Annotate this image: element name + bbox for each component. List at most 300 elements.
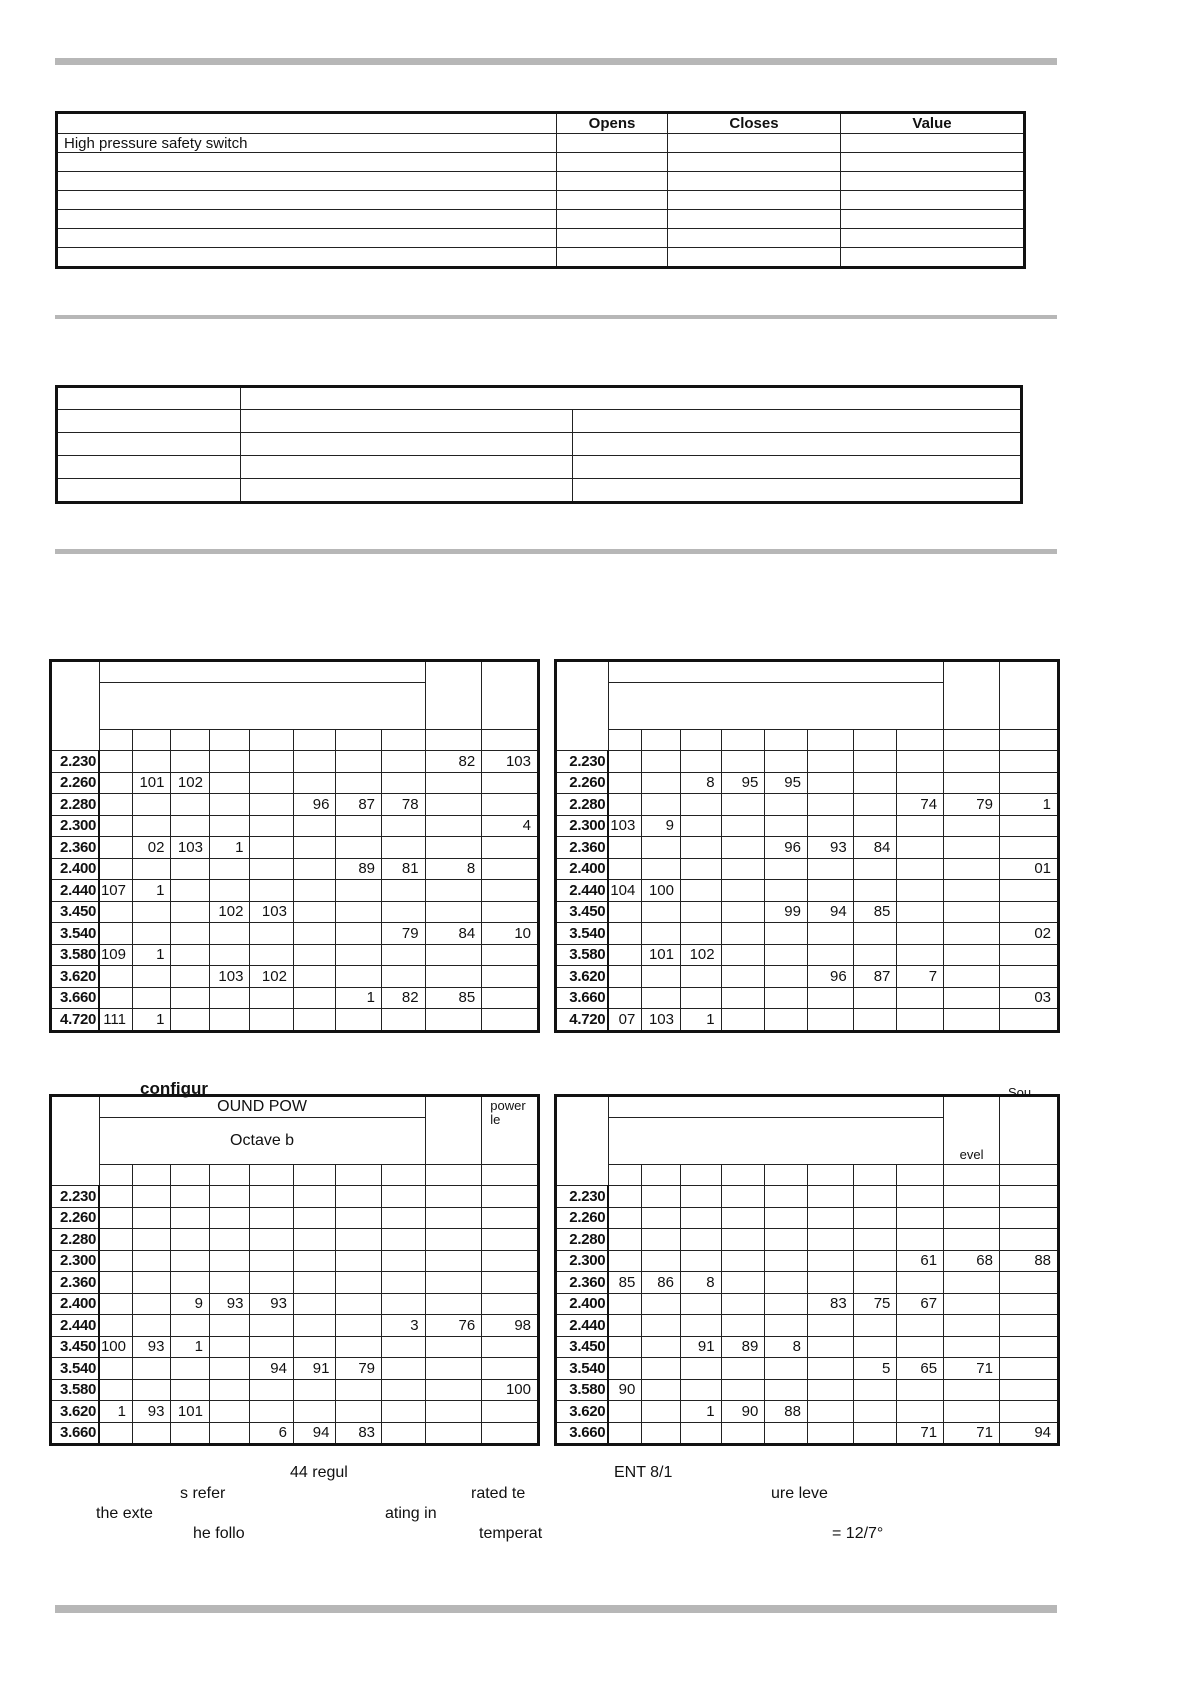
table-cell — [133, 1186, 171, 1208]
model-label: 2.280 — [51, 794, 100, 816]
table-cell — [944, 772, 1000, 794]
table-cell — [382, 1207, 426, 1229]
column-header-closes: Closes — [668, 113, 841, 134]
table-cell — [482, 901, 539, 923]
frequency-header-cell — [642, 730, 681, 751]
table-cell — [680, 1315, 721, 1337]
table-cell: 101 — [171, 1401, 209, 1423]
table-cell — [250, 987, 294, 1009]
column-header-value: Value — [841, 113, 1025, 134]
table-cell — [99, 901, 132, 923]
table-row — [57, 479, 1022, 503]
table-cell — [853, 987, 897, 1009]
table-row — [556, 1358, 1059, 1380]
table-cell — [382, 815, 426, 837]
model-label: 2.260 — [51, 772, 100, 794]
section-divider-1 — [55, 58, 1057, 65]
frequency-header-cell — [897, 1165, 944, 1186]
table-cell — [133, 1229, 171, 1251]
table-cell — [668, 191, 841, 210]
table-cell — [133, 901, 171, 923]
header-row — [51, 730, 539, 751]
table-cell: 102 — [680, 944, 721, 966]
frequency-header-cell — [133, 1165, 171, 1186]
table-row — [556, 858, 1059, 880]
table-cell — [133, 1250, 171, 1272]
frequency-header-cell — [336, 730, 382, 751]
table-cell — [557, 229, 668, 248]
table-cell — [944, 1401, 1000, 1423]
model-label: 2.360 — [556, 1272, 609, 1294]
table-cell — [721, 1009, 765, 1032]
table-cell — [807, 858, 853, 880]
table-cell — [209, 1186, 249, 1208]
table-cell — [425, 1379, 482, 1401]
table-row — [51, 1229, 539, 1251]
table-cell — [642, 1358, 681, 1380]
table-cell — [336, 966, 382, 988]
table-cell — [765, 1422, 808, 1445]
table-cell — [557, 134, 668, 153]
frequency-header-cell — [171, 730, 209, 751]
table-cell — [765, 794, 808, 816]
table-cell: 98 — [482, 1315, 539, 1337]
table-cell — [250, 1207, 294, 1229]
table-cell — [336, 837, 382, 859]
table-cell — [133, 1272, 171, 1294]
table-cell: 90 — [721, 1401, 765, 1423]
table-cell — [250, 1250, 294, 1272]
table-cell: 78 — [382, 794, 426, 816]
table-cell — [680, 794, 721, 816]
table-cell — [608, 1250, 642, 1272]
table-cell — [133, 1293, 171, 1315]
model-label: 3.450 — [51, 901, 100, 923]
table-cell — [99, 751, 132, 773]
table-cell: 75 — [853, 1293, 897, 1315]
table-row — [556, 1293, 1059, 1315]
table-cell — [250, 923, 294, 945]
table-cell: 8 — [680, 1272, 721, 1294]
table-row — [51, 858, 539, 880]
table-cell — [171, 901, 209, 923]
table-cell — [765, 1207, 808, 1229]
table-cell — [897, 837, 944, 859]
table-row — [556, 1009, 1059, 1032]
table-cell — [807, 1315, 853, 1337]
table-cell — [944, 944, 1000, 966]
table-cell — [241, 479, 573, 503]
table-cell — [293, 1401, 336, 1423]
table-cell — [482, 1186, 539, 1208]
table-cell — [293, 751, 336, 773]
table-cell — [171, 1207, 209, 1229]
model-label: 2.230 — [51, 1186, 100, 1208]
table-cell — [209, 1207, 249, 1229]
frequency-header-cell — [99, 730, 132, 751]
table-cell: High pressure safety switch — [57, 134, 557, 153]
table-cell — [241, 387, 1022, 410]
table-cell — [171, 944, 209, 966]
table-cell — [171, 923, 209, 945]
power-level-label: power le — [490, 1098, 526, 1127]
table-cell — [721, 1229, 765, 1251]
table-cell — [642, 1250, 681, 1272]
table-cell: 103 — [209, 966, 249, 988]
table-cell: 68 — [944, 1250, 1000, 1272]
model-header-cell — [51, 661, 100, 751]
table-cell — [482, 837, 539, 859]
frequency-header-cell — [171, 1165, 209, 1186]
table-row — [57, 433, 1022, 456]
table-cell — [99, 1250, 132, 1272]
octave-band-header — [99, 683, 425, 730]
table-cell: 94 — [250, 1358, 294, 1380]
table-cell — [425, 966, 482, 988]
frequency-header-cell — [999, 1165, 1058, 1186]
table-cell — [807, 1250, 853, 1272]
table-cell — [250, 1336, 294, 1358]
table-cell — [897, 1229, 944, 1251]
frequency-header-cell — [807, 1165, 853, 1186]
table-cell: 101 — [642, 944, 681, 966]
model-label: 2.280 — [556, 1229, 609, 1251]
table-cell — [608, 858, 642, 880]
table-cell — [573, 479, 1022, 503]
model-label: 2.440 — [51, 1315, 100, 1337]
table-cell — [425, 837, 482, 859]
note-fragment: ure leve — [771, 1485, 828, 1502]
table-cell — [425, 1009, 482, 1032]
table-cell — [999, 815, 1058, 837]
table-cell — [642, 901, 681, 923]
table-cell — [293, 1250, 336, 1272]
table-cell — [841, 172, 1025, 191]
table-cell: 79 — [944, 794, 1000, 816]
table-cell: 10 — [482, 923, 539, 945]
table-cell — [209, 1250, 249, 1272]
table-cell — [57, 229, 557, 248]
table-cell: 67 — [897, 1293, 944, 1315]
table-cell: 1 — [336, 987, 382, 1009]
table-cell — [642, 858, 681, 880]
table-cell — [209, 944, 249, 966]
frequency-header-cell — [250, 730, 294, 751]
table-cell — [807, 1336, 853, 1358]
table-cell — [57, 248, 557, 268]
section-divider-3 — [55, 549, 1057, 554]
table-cell — [171, 880, 209, 902]
table-cell — [293, 987, 336, 1009]
table-cell — [57, 210, 557, 229]
sound-label: Sou — [1007, 1085, 1032, 1100]
model-label: 2.280 — [51, 1229, 100, 1251]
table-cell — [250, 772, 294, 794]
table-cell: 1 — [133, 1009, 171, 1032]
table-cell — [642, 966, 681, 988]
table-row — [51, 944, 539, 966]
table-cell: 6 — [250, 1422, 294, 1445]
table-cell — [944, 1379, 1000, 1401]
table-cell — [897, 1336, 944, 1358]
header-row — [556, 1096, 1059, 1118]
table-cell — [209, 1336, 249, 1358]
table-row — [556, 944, 1059, 966]
table-cell — [680, 1379, 721, 1401]
table-cell — [482, 1401, 539, 1423]
table-cell — [425, 1207, 482, 1229]
table-row — [51, 966, 539, 988]
table-row — [57, 410, 1022, 433]
table-row — [556, 1379, 1059, 1401]
table-cell — [382, 837, 426, 859]
table-cell — [608, 1186, 642, 1208]
table-cell — [293, 880, 336, 902]
table-cell — [250, 1315, 294, 1337]
table-cell — [721, 794, 765, 816]
table-cell — [680, 1186, 721, 1208]
table-cell — [680, 1422, 721, 1445]
table-cell: 8 — [425, 858, 482, 880]
table-cell — [250, 1272, 294, 1294]
table-cell — [999, 1358, 1058, 1380]
table-cell — [642, 1293, 681, 1315]
table-row — [51, 1379, 539, 1401]
table-cell: 71 — [944, 1422, 1000, 1445]
table-cell — [171, 794, 209, 816]
section-divider-2 — [55, 315, 1057, 319]
table-cell: 94 — [807, 901, 853, 923]
table-cell — [944, 880, 1000, 902]
octave-band-header: Octave b — [99, 1118, 425, 1165]
table-row — [51, 1272, 539, 1294]
model-label: 3.580 — [51, 944, 100, 966]
table-cell — [209, 858, 249, 880]
level-header — [944, 661, 1000, 730]
level-header — [425, 661, 482, 730]
table-cell — [382, 944, 426, 966]
table-cell — [482, 966, 539, 988]
table-cell — [482, 1422, 539, 1445]
model-label: 3.540 — [556, 923, 609, 945]
table-cell — [293, 1009, 336, 1032]
table-row — [57, 248, 1025, 268]
table-cell — [99, 987, 132, 1009]
table-cell: 83 — [336, 1422, 382, 1445]
frequency-header-cell — [944, 730, 1000, 751]
table-row — [51, 1401, 539, 1423]
level-header: evel — [944, 1096, 1000, 1165]
table-row — [556, 1336, 1059, 1358]
table-cell — [680, 987, 721, 1009]
table-cell — [897, 1207, 944, 1229]
header-row — [556, 730, 1059, 751]
table-cell — [999, 1401, 1058, 1423]
table-cell — [765, 1250, 808, 1272]
table-cell — [171, 1229, 209, 1251]
table-cell — [680, 815, 721, 837]
table-cell — [853, 1401, 897, 1423]
table-cell: 93 — [807, 837, 853, 859]
table-row — [57, 191, 1025, 210]
table-cell — [897, 987, 944, 1009]
table-cell — [209, 815, 249, 837]
table-cell — [382, 901, 426, 923]
table-cell — [382, 966, 426, 988]
table-cell — [382, 1358, 426, 1380]
table-cell: 87 — [853, 966, 897, 988]
table-cell — [557, 210, 668, 229]
note-fragment: he follo — [193, 1525, 245, 1542]
table-cell — [209, 1315, 249, 1337]
table-cell: 1 — [209, 837, 249, 859]
table-cell — [721, 880, 765, 902]
table-row — [556, 1422, 1059, 1445]
table-cell — [209, 1272, 249, 1294]
table-cell — [99, 1422, 132, 1445]
table-cell — [853, 944, 897, 966]
table-cell — [171, 1250, 209, 1272]
table-cell — [608, 1336, 642, 1358]
note-fragment: ENT 8/1 — [614, 1464, 673, 1481]
table-cell — [99, 772, 132, 794]
table-cell — [721, 751, 765, 773]
table-cell — [999, 966, 1058, 988]
table-cell — [765, 880, 808, 902]
table-cell: 100 — [99, 1336, 132, 1358]
table-cell: 86 — [642, 1272, 681, 1294]
table-cell: 99 — [765, 901, 808, 923]
table-cell — [608, 751, 642, 773]
table-cell — [642, 987, 681, 1009]
frequency-header-cell — [765, 730, 808, 751]
table-cell — [642, 1315, 681, 1337]
table-cell — [765, 1186, 808, 1208]
model-label: 2.400 — [51, 1293, 100, 1315]
model-label: 2.360 — [556, 837, 609, 859]
table-cell — [721, 1315, 765, 1337]
sound-power-header — [608, 1096, 943, 1118]
table-cell — [482, 987, 539, 1009]
table-cell — [807, 1009, 853, 1032]
table-cell — [336, 1229, 382, 1251]
table-cell — [382, 1272, 426, 1294]
model-label: 2.360 — [51, 1272, 100, 1294]
frequency-header-cell — [608, 730, 642, 751]
table-cell — [99, 923, 132, 945]
table-cell — [897, 1272, 944, 1294]
table-cell — [99, 966, 132, 988]
table-cell — [897, 1379, 944, 1401]
table-cell: 4 — [482, 815, 539, 837]
table-row — [51, 1358, 539, 1380]
table-cell — [897, 815, 944, 837]
table-cell — [999, 880, 1058, 902]
frequency-header-cell — [853, 730, 897, 751]
table-cell — [250, 1401, 294, 1423]
model-label: 2.300 — [51, 1250, 100, 1272]
table-cell — [807, 944, 853, 966]
table-cell — [642, 1229, 681, 1251]
table-cell — [721, 1293, 765, 1315]
table-cell — [608, 987, 642, 1009]
table-row — [51, 837, 539, 859]
table-cell — [133, 987, 171, 1009]
table-cell — [668, 210, 841, 229]
table-cell — [425, 880, 482, 902]
table-cell — [482, 1229, 539, 1251]
table-cell: 01 — [999, 858, 1058, 880]
table-cell — [642, 923, 681, 945]
table-cell: 1 — [999, 794, 1058, 816]
table-cell — [209, 1401, 249, 1423]
model-label: 2.440 — [556, 880, 609, 902]
table-cell: 85 — [608, 1272, 642, 1294]
table-row — [51, 901, 539, 923]
table-cell — [293, 858, 336, 880]
table-cell — [680, 837, 721, 859]
table-cell — [853, 880, 897, 902]
model-label: 3.580 — [51, 1379, 100, 1401]
model-label: 3.620 — [556, 966, 609, 988]
table-cell — [721, 966, 765, 988]
table-cell: 79 — [336, 1358, 382, 1380]
power-level-header — [999, 1085, 1058, 1165]
table-cell — [293, 1336, 336, 1358]
table-cell — [608, 923, 642, 945]
model-label: 2.260 — [51, 1207, 100, 1229]
table-row — [57, 134, 1025, 153]
table-cell: 103 — [171, 837, 209, 859]
table-cell — [336, 1379, 382, 1401]
table-cell: 79 — [382, 923, 426, 945]
table-cell — [209, 1422, 249, 1445]
model-label: 3.450 — [51, 1336, 100, 1358]
table-cell: 71 — [897, 1422, 944, 1445]
table-cell — [668, 172, 841, 191]
table-cell: 95 — [765, 772, 808, 794]
model-label: 2.440 — [556, 1315, 609, 1337]
table-cell — [57, 456, 241, 479]
table-cell — [250, 880, 294, 902]
table-cell: 1 — [99, 1401, 132, 1423]
sound-power-header — [608, 661, 943, 683]
table-cell — [293, 901, 336, 923]
table-cell: 5 — [853, 1358, 897, 1380]
table-cell — [425, 815, 482, 837]
frequency-header-cell — [642, 1165, 681, 1186]
table-cell — [680, 1250, 721, 1272]
table-cell — [171, 1272, 209, 1294]
table-row — [57, 172, 1025, 191]
table-cell — [765, 966, 808, 988]
table-cell: 07 — [608, 1009, 642, 1032]
table-cell: 74 — [897, 794, 944, 816]
table-cell — [293, 837, 336, 859]
table-cell: 85 — [853, 901, 897, 923]
table-cell — [425, 772, 482, 794]
table-cell — [482, 858, 539, 880]
note-fragment: the exte — [96, 1505, 153, 1522]
table-cell: 95 — [721, 772, 765, 794]
table-cell — [841, 153, 1025, 172]
table-cell — [425, 1336, 482, 1358]
table-cell — [765, 944, 808, 966]
table-cell — [293, 1207, 336, 1229]
table-cell: 84 — [425, 923, 482, 945]
table-cell: 65 — [897, 1358, 944, 1380]
frequency-header-cell — [250, 1165, 294, 1186]
